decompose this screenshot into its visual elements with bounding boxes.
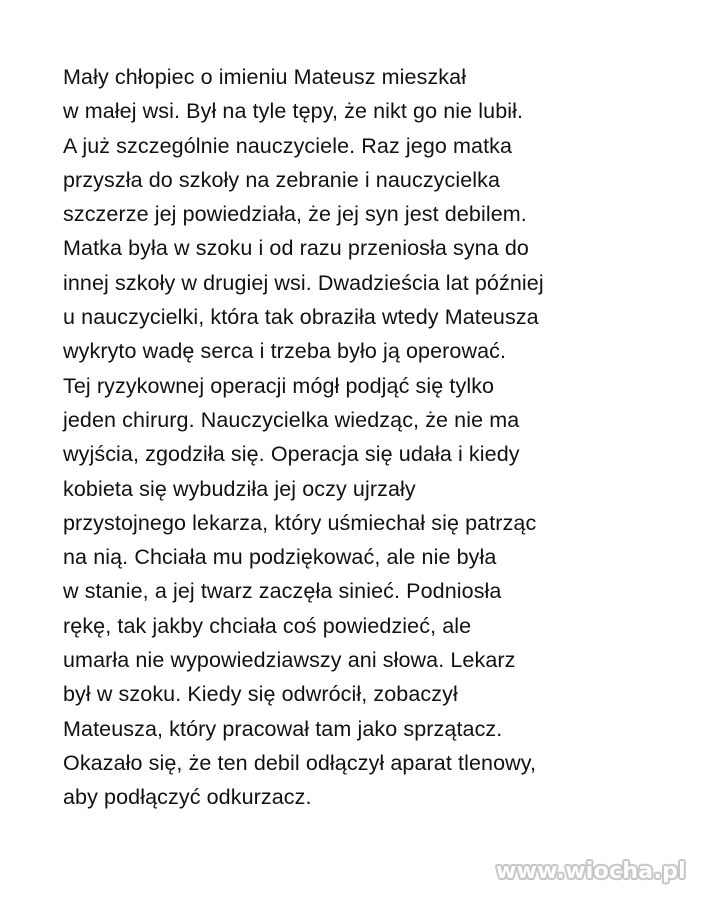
story-line: Okazało się, że ten debil odłączył aparat tlenowy,	[63, 750, 537, 775]
story-line: wyjścia, zgodziła się. Operacja się udała i kiedy	[63, 442, 520, 467]
story-line: w stanie, a jej twarz zaczęła sinieć. Podniosła	[63, 579, 502, 604]
story-line: rękę, tak jakby chciała coś powiedzieć, ale	[63, 613, 472, 638]
story-line: Matka była w szoku i od razu przeniosła syna do	[63, 236, 529, 261]
story-line: aby podłączyć odkurzacz.	[63, 785, 312, 810]
story-line: przystojnego lekarza, który uśmiechał się patrząc	[63, 510, 537, 535]
story-line: Mały chłopiec o imieniu Mateusz mieszkał	[63, 65, 467, 89]
story-line: Mateusza, który pracował tam jako sprzątacz.	[63, 716, 503, 741]
story-line: był w szoku. Kiedy się odwrócił, zobaczył	[63, 682, 458, 707]
story-line: wykryto wadę serca i trzeba było ją operować.	[63, 339, 507, 364]
story-line: innej szkoły w drugiej wsi. Dwadzieścia lat później	[63, 270, 544, 295]
story-line: umarła nie wypowiedziawszy ani słowa. Lekarz	[63, 648, 516, 673]
story-line: szczerze jej powiedziała, że jej syn jest debilem.	[63, 202, 527, 227]
story-line: w małej wsi. Był na tyle tępy, że nikt go nie lubił.	[63, 99, 524, 124]
story-line: Tej ryzykownej operacji mógł podjąć się tylko	[63, 373, 495, 398]
story-line: A już szczególnie nauczyciele. Raz jego matka	[63, 133, 513, 158]
story-line: kobieta się wybudziła jej oczy ujrzały	[63, 476, 416, 501]
story-line: u nauczycielki, która tak obraziła wtedy Mateusza	[63, 305, 539, 330]
story-line: na nią. Chciała mu podziękować, ale nie była	[63, 545, 497, 570]
story-line: przyszła do szkoły na zebranie i nauczycielka	[63, 167, 501, 192]
story-text	[63, 60, 683, 815]
story-line: jeden chirurg. Nauczycielka wiedząc, że nie ma	[63, 407, 520, 432]
site-watermark: www.wiocha.pl	[496, 859, 686, 884]
